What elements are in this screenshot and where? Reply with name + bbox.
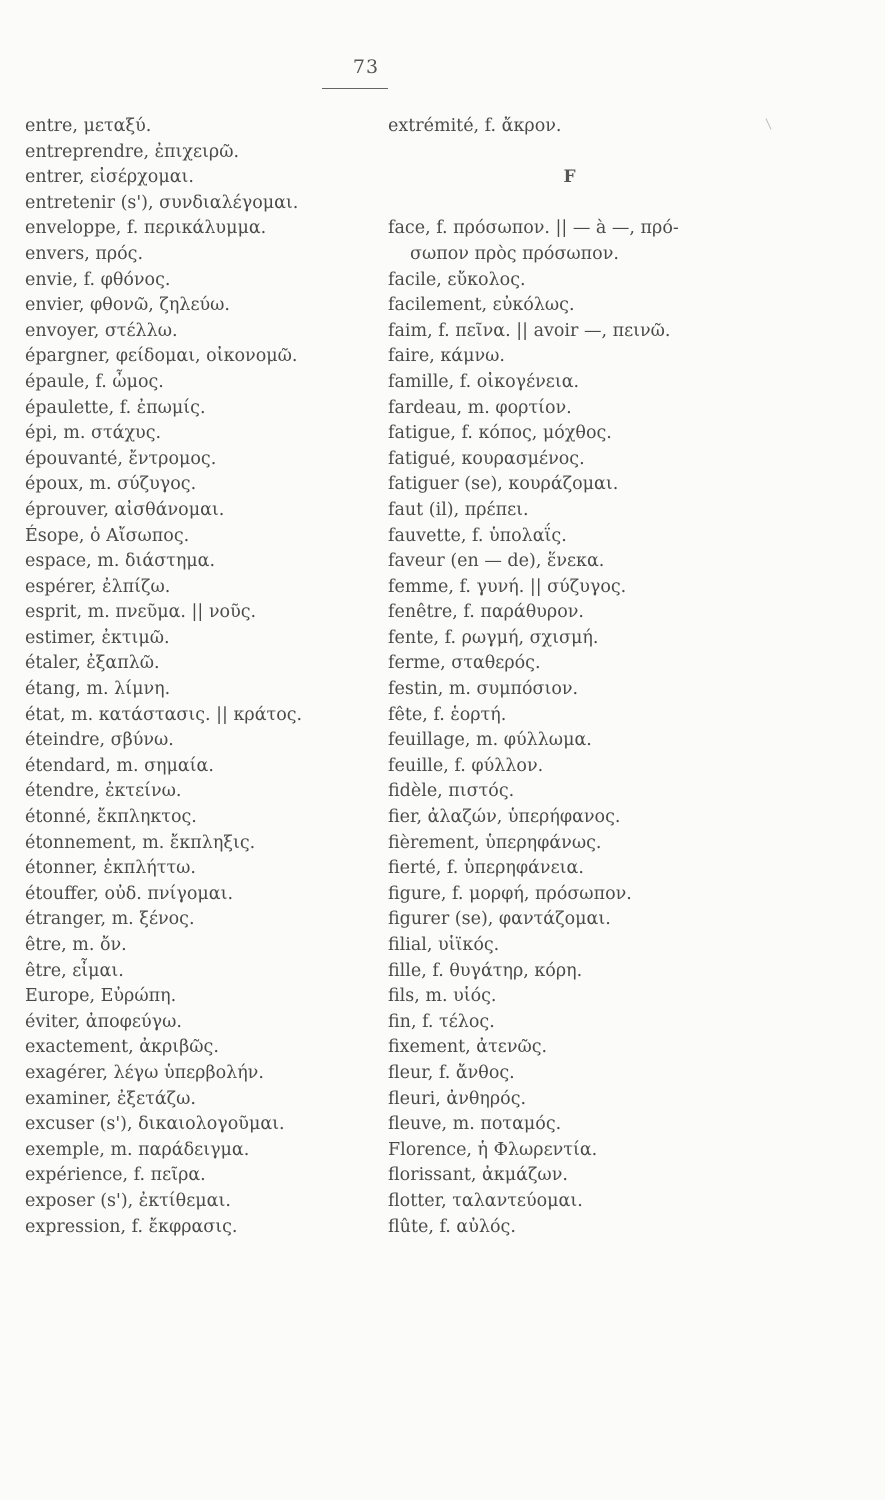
entry-epi: épi, m. στάχυς. [25, 423, 162, 444]
entry-envers: envers, πρός. [25, 243, 144, 264]
letter-heading-f: F [563, 167, 578, 188]
entry-fierte: fierté, f. ὑπερηφάνεια. [388, 858, 584, 879]
entry-excuser: excuser (s'), δικαιολογοῦμαι. [25, 1114, 285, 1135]
entry-entre: entre, μεταξύ. [25, 116, 152, 136]
entry-fidele: fidèle, πιστός. [388, 781, 515, 802]
entry-europe: Europe, Εὐρώπη. [25, 986, 177, 1007]
entry-etre-verb: être, εἶμαι. [25, 960, 124, 981]
entry-etaler: étaler, ἐξαπλῶ. [25, 653, 160, 674]
entry-eviter: éviter, ἀποφεύγω. [25, 1011, 182, 1032]
entry-exemple: exemple, m. παράδειγμα. [25, 1139, 250, 1160]
entry-eprouver: éprouver, αἰσθάνομαι. [25, 499, 225, 520]
entry-epargner: épargner, φείδομαι, οἰκονομῶ. [25, 346, 298, 367]
entry-examiner: examiner, ἐξετάζω. [25, 1088, 196, 1109]
entry-experience: expérience, f. πεῖρα. [25, 1165, 206, 1186]
entry-fauvette: fauvette, f. ὑπολαΐς. [388, 525, 567, 546]
entry-ferme: ferme, σταθερός. [388, 653, 541, 674]
entry-fatigue-adj: fatigué, κουρασμένος. [388, 448, 585, 469]
entry-estimer: estimer, ἐκτιμῶ. [25, 627, 170, 648]
entry-entretenir: entretenir (s'), συνδιαλέγομαι. [25, 192, 299, 213]
entry-florissant: florissant, ἀκμάζων. [388, 1165, 568, 1186]
entry-fierement: fièrement, ὑπερηφάνως. [388, 832, 602, 853]
entry-fete: fête, f. ἑορτή. [388, 704, 507, 725]
entry-face-cont: σωπον πρὸς πρόσωπον. [410, 243, 619, 264]
entry-figure: figure, f. μορφή, πρόσωπον. [388, 883, 632, 904]
spacer [388, 140, 733, 166]
entry-faim: faim, f. πεῖνα. || avoir —, πεινῶ. [388, 320, 671, 341]
entry-fleuve: fleuve, m. ποταμός. [388, 1114, 562, 1135]
entry-fleur: fleur, f. ἄνθος. [388, 1062, 515, 1083]
entry-epaulette: épaulette, f. ἐπωμίς. [25, 397, 206, 418]
entry-etouffer: étouffer, οὐδ. πνίγομαι. [25, 883, 234, 904]
entry-fardeau: fardeau, m. φορτίον. [388, 397, 572, 418]
margin-mark [766, 118, 772, 129]
entry-envier: envier, φθονῶ, ζηλεύω. [25, 295, 230, 316]
entry-fatigue-noun: fatigue, f. κόπος, μόχθος. [388, 423, 612, 444]
entry-fin: fin, f. τέλος. [388, 1011, 495, 1032]
entry-fixement: fixement, ἀτενῶς. [388, 1037, 548, 1058]
entry-extremite: extrémité, f. ἄκρον. [388, 116, 562, 136]
entry-exagerer: exagérer, λέγω ὑπερβολήν. [25, 1062, 264, 1083]
entry-enveloppe: enveloppe, f. περικάλυμμα. [25, 218, 267, 239]
entry-envoyer: envoyer, στέλλω. [25, 320, 178, 341]
entry-filial: filial, υἱϊκός. [388, 935, 500, 955]
entry-eteindre: éteindre, σβύνω. [25, 730, 174, 751]
entry-esperer: espérer, ἐλπίζω. [25, 576, 171, 597]
page-number: 73 [352, 56, 380, 78]
entry-epaule: épaule, f. ὦμος. [25, 371, 164, 392]
left-column [25, 114, 365, 1240]
entry-fleuri: fleuri, ἀνθηρός. [388, 1088, 527, 1109]
entry-expression: expression, f. ἔκφρασις. [25, 1216, 238, 1237]
entry-epouvante: épouvanté, ἔντρομος. [25, 448, 217, 469]
entry-entreprendre: entreprendre, ἐπιχειρῶ. [25, 141, 240, 162]
entry-fenetre: fenêtre, f. παράθυρον. [388, 602, 584, 623]
entry-fatiguer: fatiguer (se), κουράζομαι. [388, 474, 619, 495]
entry-flute: flûte, f. αὐλός. [388, 1216, 516, 1237]
entry-epoux: époux, m. σύζυγος. [25, 474, 197, 495]
entry-exposer: exposer (s'), ἐκτίθεμαι. [25, 1190, 231, 1211]
entry-face: face, f. πρόσωπον. || — à —, πρό- [388, 218, 679, 239]
entry-etonne: étonné, ἔκπληκτος. [25, 807, 197, 828]
entry-etonner: étonner, ἐκπλήττω. [25, 858, 196, 879]
entry-flotter: flotter, ταλαντεύομαι. [388, 1190, 583, 1211]
entry-fille: fille, f. θυγάτηρ, κόρη. [388, 960, 583, 981]
entry-facilement: facilement, εὐκόλως. [388, 295, 575, 316]
entry-faire: faire, κάμνω. [388, 346, 505, 367]
entry-festin: festin, m. συμπόσιον. [388, 679, 579, 700]
right-column [388, 114, 733, 1240]
entry-exactement: exactement, ἀκριβῶς. [25, 1037, 219, 1058]
entry-etendre: étendre, ἐκτείνω. [25, 781, 182, 802]
entry-faut: faut (il), πρέπει. [388, 499, 529, 520]
entry-etranger: étranger, m. ξένος. [25, 909, 195, 930]
entry-espace: espace, m. διάστημα. [25, 551, 216, 572]
entry-entrer: entrer, εἰσέρχομαι. [25, 167, 194, 188]
entry-etendard: étendard, m. σημαία. [25, 755, 214, 776]
entry-esprit: esprit, m. πνεῦμα. || νοῦς. [25, 602, 257, 623]
entry-faveur: faveur (en — de), ἕνεκα. [388, 551, 605, 572]
entry-famille: famille, f. οἰκογένεια. [388, 371, 580, 392]
entry-feuillage: feuillage, m. φύλλωμα. [388, 730, 592, 751]
entry-fente: fente, f. ρωγμή, σχισμή. [388, 627, 599, 648]
entry-fils: fils, m. υἱός. [388, 986, 497, 1007]
entry-fier: fier, ἀλαζών, ὑπερήφανος. [388, 807, 621, 828]
entry-florence: Florence, ἡ Φλωρεντία. [388, 1139, 598, 1160]
entry-envie: envie, f. φθόνος. [25, 269, 171, 290]
entry-etat: état, m. κατάστασις. || κράτος. [25, 704, 303, 725]
entry-etre-noun: être, m. ὄν. [25, 935, 127, 955]
entry-feuille: feuille, f. φύλλον. [388, 755, 544, 776]
entry-figurer: figurer (se), φαντάζομαι. [388, 909, 611, 930]
spacer [388, 191, 733, 217]
entry-femme: femme, f. γυνή. || σύζυγος. [388, 576, 627, 597]
entry-etonnement: étonnement, m. ἔκπληξις. [25, 832, 256, 853]
entry-etang: étang, m. λίμνη. [25, 679, 171, 700]
page-number-rule [322, 88, 388, 89]
entry-facile: facile, εὔκολος. [388, 269, 526, 290]
entry-esope: Ésope, ὁ Αἴσωπος. [25, 525, 190, 546]
